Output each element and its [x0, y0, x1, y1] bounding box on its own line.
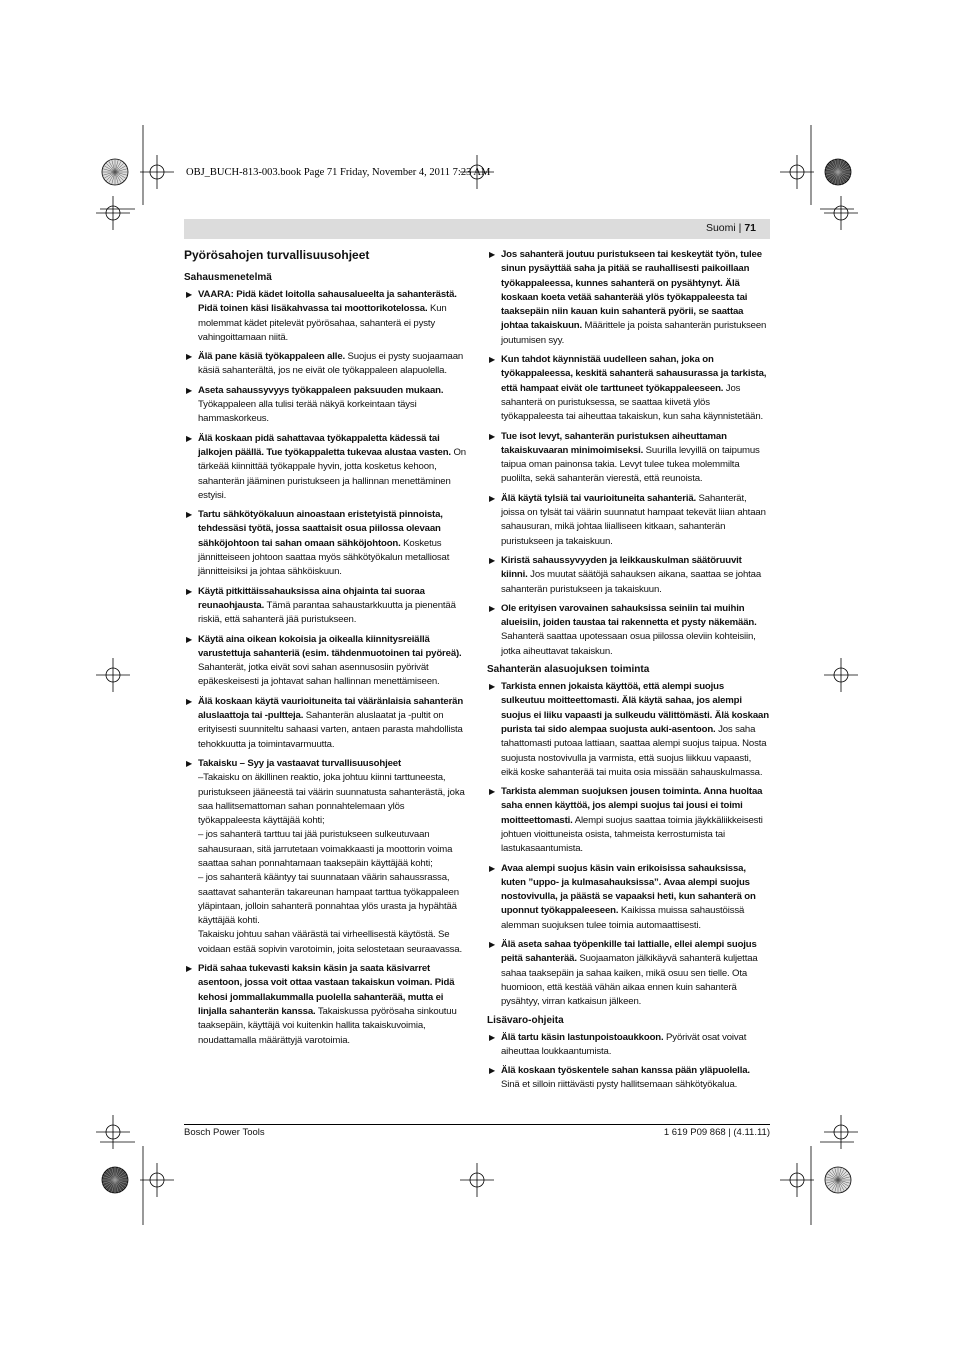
bullet-arrow-icon: ▶ — [186, 385, 193, 395]
item-warning: VAARA: Pidä kädet loitolla sahausalueelta ja sahanterästä. Pidä toinen käsi lisäkahvassa tai moottorikotelossa. — [198, 289, 457, 315]
bullet-arrow-icon: ▶ — [489, 1032, 496, 1042]
item-warning: Älä koskaan pidä sahattavaa työkappaletta kädessä tai jalkojen päällä. Tue työkappaletta tukevaa alustaa vasten. — [198, 432, 451, 458]
safety-item — [184, 695, 466, 752]
bullet-arrow-icon: ▶ — [186, 433, 193, 443]
item-warning: Pidä sahaa tukevasti kaksin käsin ja saata käsivarret asentoon, jossa voit ottaa vastaan takaiskun voiman. Pidä kehosi jommallakummalla puolella sahanterää, mutta ei linjalla sahanterän kanssa. — [198, 963, 455, 1017]
right-item-list-a — [487, 248, 769, 659]
safety-item — [487, 785, 769, 856]
safety-item — [487, 680, 769, 780]
footer-rule — [184, 1124, 770, 1125]
item-explanation: Työkappaleen alla tulisi terää näkyä korkeintaan täysi hammaskorkeus. — [198, 399, 417, 425]
bullet-arrow-icon: ▶ — [186, 510, 193, 520]
item-warning: Älä koskaan työskentele sahan kanssa pään yläpuolella. — [501, 1065, 750, 1077]
item-explanation: Pyörivät osat voivat aiheuttaa loukkaantumista. — [501, 1031, 747, 1057]
bullet-arrow-icon: ▶ — [186, 964, 193, 974]
item-warning: Älä käytä tylsiä tai vaurioituneita sahanteriä. — [501, 492, 697, 504]
safety-item — [487, 430, 769, 487]
header-separator: | — [738, 222, 742, 234]
left-item-list — [184, 288, 466, 1048]
safety-item — [184, 962, 466, 1048]
item-explanation: Tämä parantaa sahaustarkkuutta ja pienentää riskiä, että sahanterä jää puristukseen. — [198, 599, 456, 626]
footer-docnumber: 1 619 P09 868 | (4.11.11) — [663, 1127, 770, 1138]
safety-item — [184, 384, 466, 427]
bullet-arrow-icon: ▶ — [489, 940, 496, 950]
bullet-arrow-icon: ▶ — [489, 787, 496, 797]
section-title: Pyörösahojen turvallisuusohjeet — [184, 248, 370, 262]
safety-item — [184, 432, 466, 503]
safety-item — [184, 288, 466, 345]
bullet-arrow-icon: ▶ — [186, 634, 193, 644]
item-explanation: Alempi suojus saattaa toimia jäykkäliikkeisesti johtuen vioittuneista osista, tahmeista kerrostumista tai lastukasaantumista. — [501, 814, 763, 855]
bullet-arrow-icon: ▶ — [186, 758, 193, 768]
safety-item — [184, 757, 466, 957]
item-paragraph: – jos sahanterä kääntyy tai suunnataan väärin sahaussrassa, saattavat sahanterän takareunan hampaat tarttua työkappaleen yläpintaan, jolloin sahanterä ponnahtaa ylös urasta ja hypähtää käyttäjää kohti. — [198, 872, 459, 927]
item-explanation: Kosketus jännitteiseen johtoon saattaa myös sähkötyökalun metalliosat jännitteisiksi ja johtaa sähköiskuun. — [198, 537, 450, 578]
book-file-line: OBJ_BUCH-813-003.book Page 71 Friday, November 4, 2011 7:23 AM — [186, 167, 491, 178]
header-language: Suomi — [705, 222, 736, 234]
safety-item — [487, 492, 769, 549]
safety-item — [487, 938, 769, 1009]
bullet-arrow-icon: ▶ — [489, 431, 496, 441]
item-explanation: Sahanterä saattaa upotessaan osua piilossa oleviin kohteisiin, jotka aiheuttavat takaiskun. — [501, 631, 756, 657]
item-explanation: Jos saha tahattomasti putoaa lattiaan, saattaa alempi suojus taipua. Nosta suojusta nostovivulla ja varmista, että suojus liikkuu vapaasti, eikä koske sahanterää tai muita osia missään sahauskulmassa. — [501, 723, 767, 778]
item-warning: Käytä aina oikean kokoisia ja oikealla kiinnitysreiällä varustettuja sahanteriä (esim. tähdenmuotoinen tai pyöreä). — [198, 633, 462, 659]
bullet-arrow-icon: ▶ — [186, 586, 193, 596]
page-number: 71 — [744, 222, 756, 234]
page-header — [184, 219, 770, 239]
item-warning: Tartu sähkötyökaluun ainoastaan eristetyistä pinnoista, tehdessäsi työtä, jossa saattaisit osua piilossa olevaan sähköjohtoon tai sahan omaan sähköjohtoon. — [198, 509, 443, 549]
bullet-arrow-icon: ▶ — [489, 355, 496, 365]
item-explanation: Kaikissa muissa sahaustöissä alemman suojuksen tulee toimia automaattisesti. — [501, 905, 745, 931]
bullet-arrow-icon: ▶ — [489, 1066, 496, 1076]
right-item-list-c — [487, 1031, 769, 1093]
safety-item — [184, 585, 466, 628]
item-warning: Kiristä sahaussyvyyden ja leikkauskulman säätöruuvit kiinni. — [501, 554, 742, 581]
bullet-arrow-icon: ▶ — [489, 863, 496, 873]
bullet-arrow-icon: ▶ — [489, 555, 496, 565]
safety-item — [487, 862, 769, 933]
item-paragraph: – jos sahanterä tarttuu tai jää puristukseen sulkeutuvaan sahausuraan, sitä jarrutetaan voimakkaasti ja moottorin voima saattaa sahan ponnahtamaan taaksepäin käyttäjää kohti; — [198, 829, 453, 869]
item-paragraph: Takaisku johtuu sahan väärästä tai virheellisestä käytöstä. Se voidaan estää sopivin varotoimin, joita selostetaan seuraavassa. — [198, 929, 462, 955]
item-warning: Käytä pitkittäissahauksissa aina ohjainta tai suoraa reunaohjausta. — [198, 585, 425, 611]
bullet-arrow-icon: ▶ — [489, 493, 496, 503]
bullet-arrow-icon: ▶ — [186, 290, 193, 299]
item-warning: Kun tahdot käynnistää uudelleen sahan, joka on työkappaleessa, keskitä sahanterä sahausurassa ja tarkista, että hampaat eivät ole tarttuneet työkappaleeseen. — [501, 354, 767, 394]
right-item-list-b — [487, 680, 769, 1010]
right-column — [487, 248, 769, 1098]
item-warning: Älä tartu käsin lastunpoistoaukkoon. — [501, 1031, 664, 1043]
bullet-arrow-icon: ▶ — [489, 250, 496, 259]
item-explanation: Suojus ei pysty suojaamaan käsiä sahanterältä, jos ne eivät ole työkappaleen alapuolella. — [198, 351, 464, 377]
item-warning: Tue isot levyt, sahanterän puristuksen aiheuttaman takaiskuvaaran minimoimiseksi. — [501, 430, 727, 456]
item-explanation: Kun molemmat kädet pitelevät pyörösahaa, sahanterä ei pysty vahingoittamaan niitä. — [198, 303, 447, 343]
item-explanation: Jos muutat säätöjä sahauksen aikana, saattaa se johtaa sahanterän puristukseen ja takaiskuun. — [501, 569, 762, 595]
safety-item — [184, 633, 466, 690]
item-warning: Älä pane käsiä työkappaleen alle. — [198, 351, 346, 363]
subsection-additional: Lisävaro-ohjeita — [487, 1014, 564, 1026]
item-explanation: Määrittele ja poista sahanterän puristukseen joutumisen syy. — [501, 320, 767, 346]
safety-item — [487, 248, 769, 348]
subsection-lower-guard: Sahanterän alasuojuksen toiminta — [487, 664, 650, 676]
item-explanation: Sahanterän aluslaatat ja -pultit on erityisesti suunniteltu sahaasi varten, antaen parasta mahdollista tehokkuutta ja toimintavarmuutta. — [198, 710, 463, 750]
item-explanation: Sahanterät, joissa on tylsät tai väärin suunnatut hampaat tekevät liian ahtaan sahausuran, mikä johtaa liialliseen kitkaan, sahanterän puristukseen ja takaiskuun. — [501, 492, 766, 547]
footer-publisher: Bosch Power Tools — [184, 1127, 265, 1138]
safety-item — [487, 1031, 769, 1060]
item-warning: Aseta sahaussyvyys työkappaleen paksuuden mukaan. — [198, 384, 444, 396]
safety-item — [487, 602, 769, 659]
item-warning: Takaisku – Syy ja vastaavat turvallisuusohjeet — [198, 757, 402, 769]
item-explanation: Takaiskussa pyörösaha sinkoutuu taaksepäin, käyttäjä voi kuitenkin hallita takaiskuvoimia, noudattamalla määrättyjä varotoimia. — [198, 1005, 457, 1046]
bullet-arrow-icon: ▶ — [186, 696, 193, 706]
bullet-arrow-icon: ▶ — [186, 352, 193, 362]
item-paragraph: –Takaisku on äkillinen reaktio, joka johtuu kiinni tarttuneesta, puristukseen jääneestä tai väärin suunnatusta sahanterästä, joka saa hallitsemattoman sahan ponnahtelemaan ylös työkappaleesta käyttäjää kohti; — [198, 772, 465, 827]
item-warning: Avaa alempi suojus käsin vain erikoisissa sahauksissa, kuten ”uppo- ja kulmasahauksissa”. Avaa alempi suojus nostovivulla, ja päästä se vapaaksi heti, kun sahanterä on uponnut työkappaleeseen. — [501, 862, 756, 917]
item-warning: Tarkista alemman suojuksen jousen toiminta. Anna huoltaa saha ennen käyttöä, jos alempi suojus tai jousi ei toimi moitteettomasti. — [501, 786, 763, 826]
item-explanation: On tärkeää kiinnittää työkappale hyvin, jotta kosketus kehoon, sahanterän jääminen puristukseen ja hallinnan menettäminen estyisi. — [198, 446, 466, 501]
safety-item — [184, 350, 466, 379]
subsection-sawing: Sahausmenetelmä — [184, 272, 272, 283]
item-warning: Tarkista ennen jokaista käyttöä, että alempi suojus sulkeutuu moitteettomasti. Älä käytä sahaa, jos alempi suojus ei liiku vapaasti ja sulkeudu välittömästi. Älä koskaan purista tai sido alempaa suojusta auki-asentoon. — [501, 681, 769, 735]
item-warning: Älä koskaan käytä vaurioituneita tai vääränlaisia sahanterän aluslaattoja tai -pultteja. — [198, 695, 464, 722]
left-column — [184, 248, 466, 1053]
item-warning: Ole erityisen varovainen sahauksissa seiniin tai muihin alueisiin, joiden taustaa tai rakennetta et pysty näkemään. — [501, 602, 757, 629]
item-warning: Jos sahanterä joutuu puristukseen tai keskeytät työn, tulee sinun pysäyttää saha ja pitää se rauhallisesti paikoillaan työkappaleessa, kunnes sahanterä on pysähtynyt. Älä koskaan koeta vetää sahanterää ylös työkappaleesta tai taaksepäin niin kauan kuin sahanterä pyörii, se saattaa johtaa takaiskuun. — [501, 249, 762, 332]
item-explanation: Suurilla levyillä on taipumus taipua oman painonsa takia. Levyt tulee tukea molemmilta puolilta, sekä sahanterän vierestä, että reunoista. — [501, 444, 760, 485]
bullet-arrow-icon: ▶ — [489, 682, 496, 692]
item-warning: Älä aseta sahaa työpenkille tai lattialle, ellei alempi suojus peitä sahanterää. — [501, 939, 757, 965]
item-explanation: Jos sahanterä on puristuksessa, se saattaa kiivetä ylös työkappaleesta tai aiheuttaa takaiskun, kun saha käynnistetään. — [501, 382, 764, 423]
bullet-arrow-icon: ▶ — [489, 603, 496, 613]
header-text — [706, 222, 756, 234]
safety-item — [487, 353, 769, 424]
safety-item — [487, 554, 769, 597]
item-explanation: Sinä et silloin riittävästi pysty hallitsemaan sähkötyökalua. — [501, 1079, 738, 1091]
item-explanation: Suojaamaton jälkikäyvä sahanterä kuljettaa sahaa taaksepäin ja sahaa kaiken, mikä osuu sen tielle. Ota huomioon, että kestää vähän aikaa ennen kuin sahanterä pysähtyy, virran katkaisun jälkeen. — [501, 953, 758, 1008]
item-explanation: Sahanterät, jotka eivät sovi sahan asennusosiin pyörivät epäkeskeisesti ja johtavat sahan hallinnan menettämiseen. — [198, 662, 440, 688]
safety-item — [184, 508, 466, 579]
safety-item — [487, 1064, 769, 1093]
